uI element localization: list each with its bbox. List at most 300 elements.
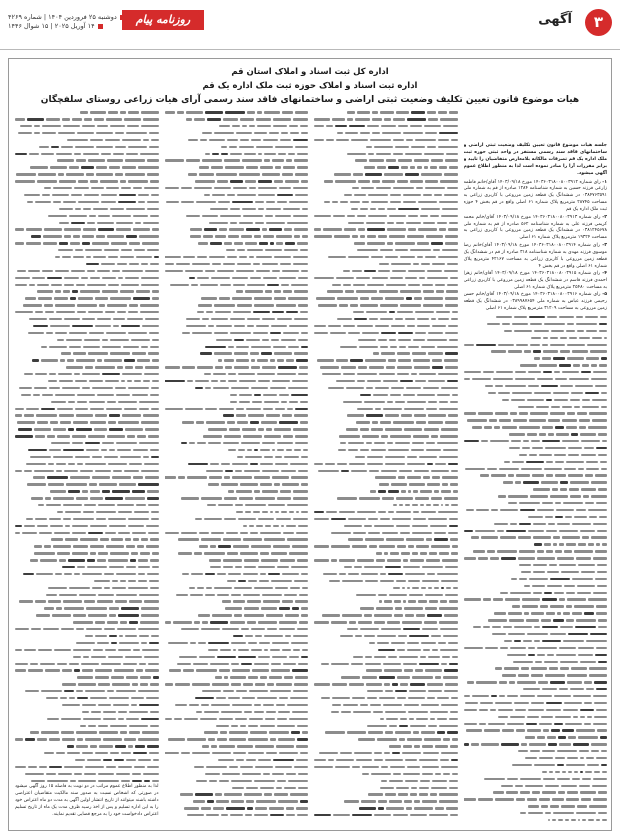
word-mark	[80, 470, 93, 472]
word-mark	[249, 525, 255, 527]
word-mark	[373, 711, 383, 713]
word-mark	[512, 392, 532, 394]
word-mark	[362, 435, 379, 437]
word-mark	[288, 780, 308, 782]
word-mark	[412, 442, 424, 444]
word-mark	[214, 132, 233, 134]
word-mark	[511, 399, 525, 401]
word-mark	[138, 166, 159, 168]
word-mark	[224, 359, 234, 361]
word-mark	[243, 525, 246, 527]
text-line-placeholder	[165, 192, 309, 199]
word-mark	[431, 435, 438, 437]
word-mark	[129, 731, 140, 733]
word-mark	[360, 297, 369, 299]
word-mark	[298, 373, 308, 375]
word-mark	[128, 387, 149, 389]
text-line-placeholder	[314, 233, 458, 240]
word-mark	[485, 647, 499, 649]
word-mark	[314, 228, 321, 230]
word-mark	[28, 669, 43, 671]
text-line-placeholder	[165, 695, 309, 702]
word-mark	[219, 718, 234, 720]
word-mark	[231, 725, 238, 727]
word-mark	[347, 215, 355, 217]
word-mark	[560, 488, 567, 490]
word-mark	[203, 235, 213, 237]
word-mark	[421, 587, 426, 589]
word-mark	[41, 153, 54, 155]
word-mark	[219, 228, 227, 230]
word-mark	[38, 649, 51, 651]
word-mark	[586, 688, 594, 690]
word-mark	[165, 752, 180, 754]
word-mark	[501, 785, 513, 787]
word-mark	[232, 201, 253, 203]
text-line-placeholder	[314, 150, 458, 157]
word-mark	[366, 669, 382, 671]
word-mark	[138, 580, 147, 582]
word-mark	[93, 256, 106, 258]
word-mark	[441, 752, 458, 754]
entry-text: رای شماره ۱۴۰۳۶۰۳۱۸۰۰۸۰۰۳۹۱۶ مورخ ۱۴۰۳/۰۹/۱۸ آقای/خانم حسن رحیمی فرزند عباس به شماره ملی ۰۳۸۹۹۸۷۶۵۴ در ششدانگ یک قطعه زمین مزروعی به مساحت ۳۱۲۰۹ مترمربع پلاک شماره ۶۱ اصلی	[463, 292, 607, 312]
word-mark	[138, 759, 151, 761]
word-mark	[113, 153, 124, 155]
word-mark	[299, 594, 308, 596]
text-line-placeholder	[314, 405, 458, 412]
text-line-placeholder	[15, 612, 159, 619]
word-mark	[281, 132, 288, 134]
word-mark	[181, 497, 199, 499]
word-mark	[546, 399, 552, 401]
word-mark	[232, 463, 248, 465]
word-mark	[300, 125, 308, 127]
word-mark	[443, 449, 458, 451]
word-mark	[545, 785, 559, 787]
word-mark	[59, 559, 66, 561]
word-mark	[44, 304, 53, 306]
word-mark	[32, 277, 45, 279]
word-mark	[199, 656, 215, 658]
word-mark	[264, 435, 281, 437]
word-mark	[261, 559, 278, 561]
word-mark	[238, 580, 246, 582]
word-mark	[398, 476, 405, 478]
word-mark	[328, 256, 346, 258]
word-mark	[90, 490, 100, 492]
word-mark	[387, 442, 393, 444]
word-mark	[357, 511, 376, 513]
word-mark	[63, 600, 82, 602]
word-mark	[220, 731, 227, 733]
notice-column-2	[314, 109, 458, 825]
word-mark	[429, 814, 448, 816]
word-mark	[62, 683, 76, 685]
text-line-placeholder	[314, 509, 458, 516]
word-mark	[77, 697, 88, 699]
word-mark	[571, 433, 578, 435]
word-mark	[593, 523, 607, 525]
word-mark	[244, 470, 260, 472]
word-mark	[393, 773, 401, 775]
word-mark	[399, 656, 418, 658]
word-mark	[117, 311, 126, 313]
word-mark	[535, 661, 542, 663]
word-mark	[101, 263, 115, 265]
word-mark	[374, 656, 386, 658]
word-mark	[196, 669, 217, 671]
word-mark	[481, 440, 488, 442]
text-line-placeholder	[464, 431, 608, 438]
word-mark	[289, 552, 308, 554]
word-mark	[356, 290, 377, 292]
word-mark	[530, 412, 548, 414]
word-mark	[464, 647, 483, 649]
word-mark	[382, 497, 394, 499]
word-mark	[440, 600, 447, 602]
word-mark	[277, 201, 287, 203]
word-mark	[355, 635, 362, 637]
word-mark	[464, 723, 478, 725]
word-mark	[198, 614, 210, 616]
word-mark	[411, 787, 417, 789]
word-mark	[280, 559, 295, 561]
word-mark	[350, 201, 360, 203]
text-line-placeholder	[314, 729, 458, 736]
word-mark	[508, 633, 525, 635]
word-mark	[294, 766, 308, 768]
word-mark	[60, 359, 65, 361]
word-mark	[567, 681, 582, 683]
word-mark	[249, 690, 268, 692]
word-mark	[553, 392, 569, 394]
word-mark	[105, 497, 123, 499]
word-mark	[225, 166, 244, 168]
word-mark	[410, 125, 422, 127]
word-mark	[419, 277, 425, 279]
word-mark	[246, 166, 258, 168]
word-mark	[206, 587, 212, 589]
word-mark	[294, 414, 308, 416]
word-mark	[408, 215, 418, 217]
word-mark	[441, 766, 458, 768]
word-mark	[106, 545, 124, 547]
word-mark	[337, 297, 358, 299]
word-mark	[514, 640, 521, 642]
word-mark	[190, 642, 196, 644]
word-mark	[450, 483, 458, 485]
word-mark	[420, 780, 430, 782]
word-mark	[237, 263, 250, 265]
word-mark	[564, 468, 576, 470]
word-mark	[242, 125, 247, 127]
word-mark	[427, 697, 435, 699]
word-mark	[128, 111, 139, 113]
word-mark	[109, 607, 119, 609]
word-mark	[439, 552, 449, 554]
text-line-placeholder	[15, 330, 159, 337]
word-mark	[175, 683, 190, 685]
text-line-placeholder	[15, 488, 159, 495]
word-mark	[110, 552, 129, 554]
word-mark	[90, 421, 106, 423]
word-mark	[541, 805, 548, 807]
word-mark	[55, 270, 69, 272]
word-mark	[401, 490, 406, 492]
word-mark	[209, 222, 228, 224]
word-mark	[374, 752, 382, 754]
word-mark	[530, 323, 542, 325]
word-mark	[150, 725, 159, 727]
word-mark	[347, 628, 358, 630]
word-mark	[223, 690, 234, 692]
word-mark	[289, 656, 299, 658]
word-mark	[61, 628, 74, 630]
word-mark	[225, 470, 233, 472]
text-line-placeholder	[464, 527, 608, 534]
unreadable-text-block	[165, 109, 309, 819]
word-mark	[194, 187, 212, 189]
word-mark	[233, 187, 247, 189]
word-mark	[444, 614, 458, 616]
word-mark	[544, 661, 558, 663]
word-mark	[362, 201, 369, 203]
word-mark	[407, 325, 415, 327]
word-mark	[352, 270, 362, 272]
word-mark	[354, 318, 367, 320]
word-mark	[15, 311, 33, 313]
word-mark	[202, 690, 221, 692]
word-mark	[428, 401, 437, 403]
word-mark	[206, 814, 219, 816]
text-line-placeholder	[464, 438, 608, 445]
word-mark	[582, 406, 599, 408]
word-mark	[290, 463, 308, 465]
word-mark	[144, 600, 159, 602]
word-mark	[205, 270, 214, 272]
word-mark	[51, 538, 63, 540]
word-mark	[395, 607, 402, 609]
word-mark	[421, 173, 442, 175]
word-mark	[579, 337, 591, 339]
word-mark	[101, 194, 117, 196]
word-mark	[408, 346, 419, 348]
word-mark	[263, 235, 274, 237]
legal-notice	[8, 58, 612, 831]
text-line-placeholder	[15, 164, 159, 171]
word-mark	[342, 614, 362, 616]
word-mark	[534, 330, 549, 332]
word-mark	[89, 380, 104, 382]
word-mark	[73, 235, 80, 237]
word-mark	[531, 702, 544, 704]
word-mark	[19, 600, 33, 602]
notice-intro: جلسه هیات موضوع قانون تعیین تکلیف وضعیت ثبتی اراضی و ساختمانهای فاقد سند رسمی مستقر در واحد ثبتی حوزه ثبت ملک اداره یک قم تصرفات مالکانه بلامعارض متقاضیان را تایید و برابر مقررات آرا را صادر نموده است لذا به منظور اطلاع عموم آگهی میشود.	[463, 143, 607, 176]
text-line-placeholder	[314, 777, 458, 784]
word-mark	[431, 470, 449, 472]
word-mark	[279, 277, 296, 279]
text-line-placeholder	[15, 240, 159, 247]
word-mark	[26, 408, 39, 410]
word-mark	[548, 743, 557, 745]
word-mark	[130, 559, 136, 561]
word-mark	[488, 392, 496, 394]
word-mark	[297, 628, 308, 630]
text-line-placeholder	[15, 536, 159, 543]
newspaper-logo: روزنامه پیام	[122, 10, 204, 30]
unreadable-text-block	[15, 109, 159, 784]
word-mark	[282, 483, 299, 485]
word-mark	[559, 364, 571, 366]
word-mark	[116, 573, 136, 575]
word-mark	[500, 647, 508, 649]
word-mark	[394, 614, 403, 616]
word-mark	[214, 187, 231, 189]
word-mark	[548, 819, 550, 821]
word-mark	[366, 146, 372, 148]
word-mark	[568, 454, 579, 456]
word-mark	[280, 490, 291, 492]
word-mark	[85, 463, 106, 465]
text-line-placeholder	[464, 810, 608, 817]
word-mark	[549, 564, 557, 566]
text-line-placeholder	[165, 729, 309, 736]
word-mark	[555, 550, 562, 552]
word-mark	[120, 731, 127, 733]
word-mark	[343, 373, 355, 375]
word-mark	[491, 695, 498, 697]
word-mark	[443, 738, 450, 740]
text-line-placeholder	[165, 550, 309, 557]
word-mark	[385, 566, 401, 568]
word-mark	[84, 194, 99, 196]
word-mark	[98, 683, 110, 685]
word-mark	[591, 378, 607, 380]
word-mark	[219, 125, 230, 127]
word-mark	[263, 394, 277, 396]
word-mark	[150, 683, 159, 685]
word-mark	[262, 318, 275, 320]
word-mark	[325, 463, 334, 465]
word-mark	[187, 738, 206, 740]
word-mark	[437, 394, 450, 396]
word-mark	[51, 401, 66, 403]
word-mark	[286, 159, 293, 161]
word-mark	[139, 594, 159, 596]
word-mark	[410, 180, 423, 182]
word-mark	[82, 373, 100, 375]
word-mark	[424, 153, 444, 155]
word-mark	[87, 222, 95, 224]
word-mark	[393, 421, 414, 423]
word-mark	[75, 408, 89, 410]
word-mark	[150, 449, 159, 451]
text-line-placeholder	[314, 474, 458, 481]
text-line-placeholder	[165, 571, 309, 578]
word-mark	[49, 373, 56, 375]
word-mark	[129, 711, 148, 713]
word-mark	[146, 525, 159, 527]
word-mark	[379, 263, 389, 265]
word-mark	[582, 536, 589, 538]
word-mark	[297, 242, 308, 244]
word-mark	[258, 518, 274, 520]
word-mark	[524, 585, 530, 587]
word-mark	[586, 330, 597, 332]
word-mark	[464, 344, 474, 346]
text-line-placeholder	[165, 619, 309, 626]
list-item	[464, 271, 608, 292]
text-line-placeholder	[15, 419, 159, 426]
text-line-placeholder	[202, 633, 308, 640]
word-mark	[533, 592, 542, 594]
word-mark	[140, 311, 158, 313]
word-mark	[497, 530, 504, 532]
word-mark	[547, 654, 554, 656]
word-mark	[541, 716, 552, 718]
word-mark	[147, 490, 159, 492]
word-mark	[527, 633, 548, 635]
word-mark	[76, 745, 88, 747]
word-mark	[548, 419, 560, 421]
word-mark	[388, 573, 403, 575]
word-mark	[548, 523, 555, 525]
date-line-gregorian	[8, 22, 103, 30]
word-mark	[59, 180, 76, 182]
word-mark	[116, 594, 137, 596]
text-line-placeholder	[314, 302, 458, 309]
word-mark	[397, 366, 412, 368]
word-mark	[417, 325, 430, 327]
word-mark	[95, 752, 108, 754]
word-mark	[301, 346, 308, 348]
word-mark	[224, 242, 232, 244]
word-mark	[73, 656, 81, 658]
word-mark	[376, 607, 393, 609]
word-mark	[527, 798, 537, 800]
word-mark	[256, 270, 270, 272]
word-mark	[244, 559, 259, 561]
word-mark	[364, 270, 376, 272]
word-mark	[431, 635, 441, 637]
word-mark	[378, 649, 395, 651]
word-mark	[138, 201, 145, 203]
word-mark	[407, 649, 421, 651]
word-mark	[439, 166, 447, 168]
word-mark	[416, 545, 429, 547]
word-mark	[578, 647, 594, 649]
word-mark	[54, 649, 71, 651]
word-mark	[392, 683, 398, 685]
word-mark	[194, 552, 202, 554]
word-mark	[82, 490, 88, 492]
word-mark	[227, 580, 236, 582]
word-mark	[23, 573, 34, 575]
word-mark	[323, 573, 337, 575]
word-mark	[410, 793, 417, 795]
word-mark	[266, 752, 277, 754]
text-line-placeholder	[464, 383, 608, 390]
word-mark	[528, 385, 539, 387]
word-mark	[336, 380, 355, 382]
word-mark	[272, 380, 290, 382]
word-mark	[218, 759, 234, 761]
word-mark	[233, 311, 251, 313]
text-line-placeholder	[464, 555, 608, 562]
word-mark	[257, 697, 277, 699]
word-mark	[478, 798, 492, 800]
word-mark	[110, 725, 127, 727]
